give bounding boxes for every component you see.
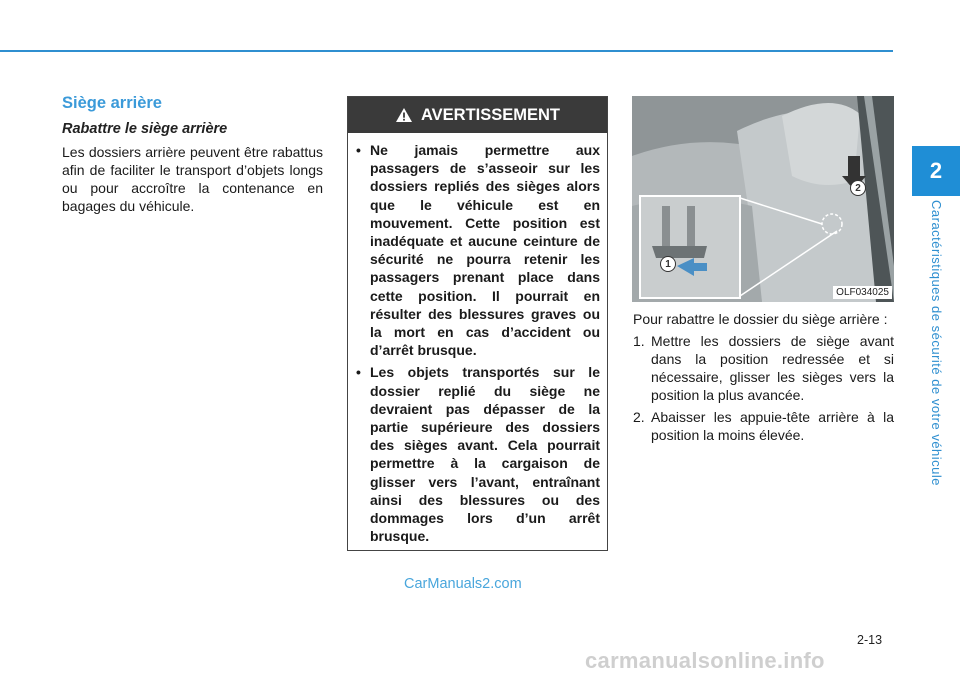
figure-code: OLF034025	[833, 286, 892, 299]
bullet-icon: •	[356, 142, 361, 158]
instruction-step	[633, 408, 894, 444]
subsection-title: Rabattre le siège arrière	[62, 121, 228, 137]
step-text: Abaisser les appuie-tête arrière à la position la moins élevée.	[651, 409, 894, 443]
seat-illustration	[632, 96, 894, 302]
warning-box	[347, 96, 608, 551]
intro-paragraph: Les dossiers arrière peuvent être rabattus afin de faciliter le transport d’objets longs ou pour accroître la contenance en bagages du véhicule.	[62, 144, 323, 214]
footer-watermark: carmanualsonline.info	[585, 648, 825, 673]
callout-2-label: 2	[855, 182, 861, 194]
warning-triangle-icon	[395, 107, 413, 123]
page-number: 2-13	[857, 633, 883, 647]
chapter-title: Caractéristiques de sécurité de votre véhicule	[929, 200, 944, 487]
callout-1-label: 1	[665, 258, 671, 270]
callout-1-icon	[660, 256, 676, 272]
step-number: 2.	[633, 409, 645, 425]
warning-item	[356, 141, 600, 359]
chapter-tab[interactable]	[912, 146, 960, 196]
bullet-icon: •	[356, 364, 361, 381]
instructions-intro: Pour rabattre le dossier du siège arrière :	[633, 311, 888, 327]
chapter-number: 2	[929, 158, 943, 183]
warning-header	[348, 97, 607, 133]
instruction-steps	[633, 332, 894, 444]
warning-title: AVERTISSEMENT	[420, 105, 561, 124]
warning-item	[356, 363, 600, 545]
watermark-link[interactable]: CarManuals2.com	[404, 576, 522, 592]
instruction-step	[633, 332, 894, 404]
warning-item-text: Les objets transportés sur le dossier replié du siège ne devraient pas dépasser de la partie supérieure des dossiers des sièges avant. Cela pourrait permettre à la cargaison de glisser vers l’avant, entraînant ainsi des blessures ou des dommages lors d’un arrêt brusque.	[370, 364, 600, 545]
header-rule	[0, 50, 893, 52]
callout-2-icon	[850, 180, 866, 196]
instructions	[633, 310, 894, 448]
warning-item-text: Ne jamais permettre aux passagers de s’asseoir sur les dossiers repliés des sièges alors que le véhicule est en mouvement. Cette position est inadéquate et aucune ceinture de sécurité ne pourra retenir les passagers prenant place dans cette position. Il pourrait en résulter des blessures graves ou la mort en cas d’accident ou d’arrêt brusque.	[370, 142, 600, 359]
step-number: 1.	[633, 333, 645, 349]
section-title: Siège arrière	[62, 94, 162, 112]
warning-list	[348, 133, 607, 545]
step-text: Mettre les dossiers de siège avant dans la position redressée et si nécessaire, glisser les sièges vers la position la plus avancée.	[651, 333, 894, 403]
